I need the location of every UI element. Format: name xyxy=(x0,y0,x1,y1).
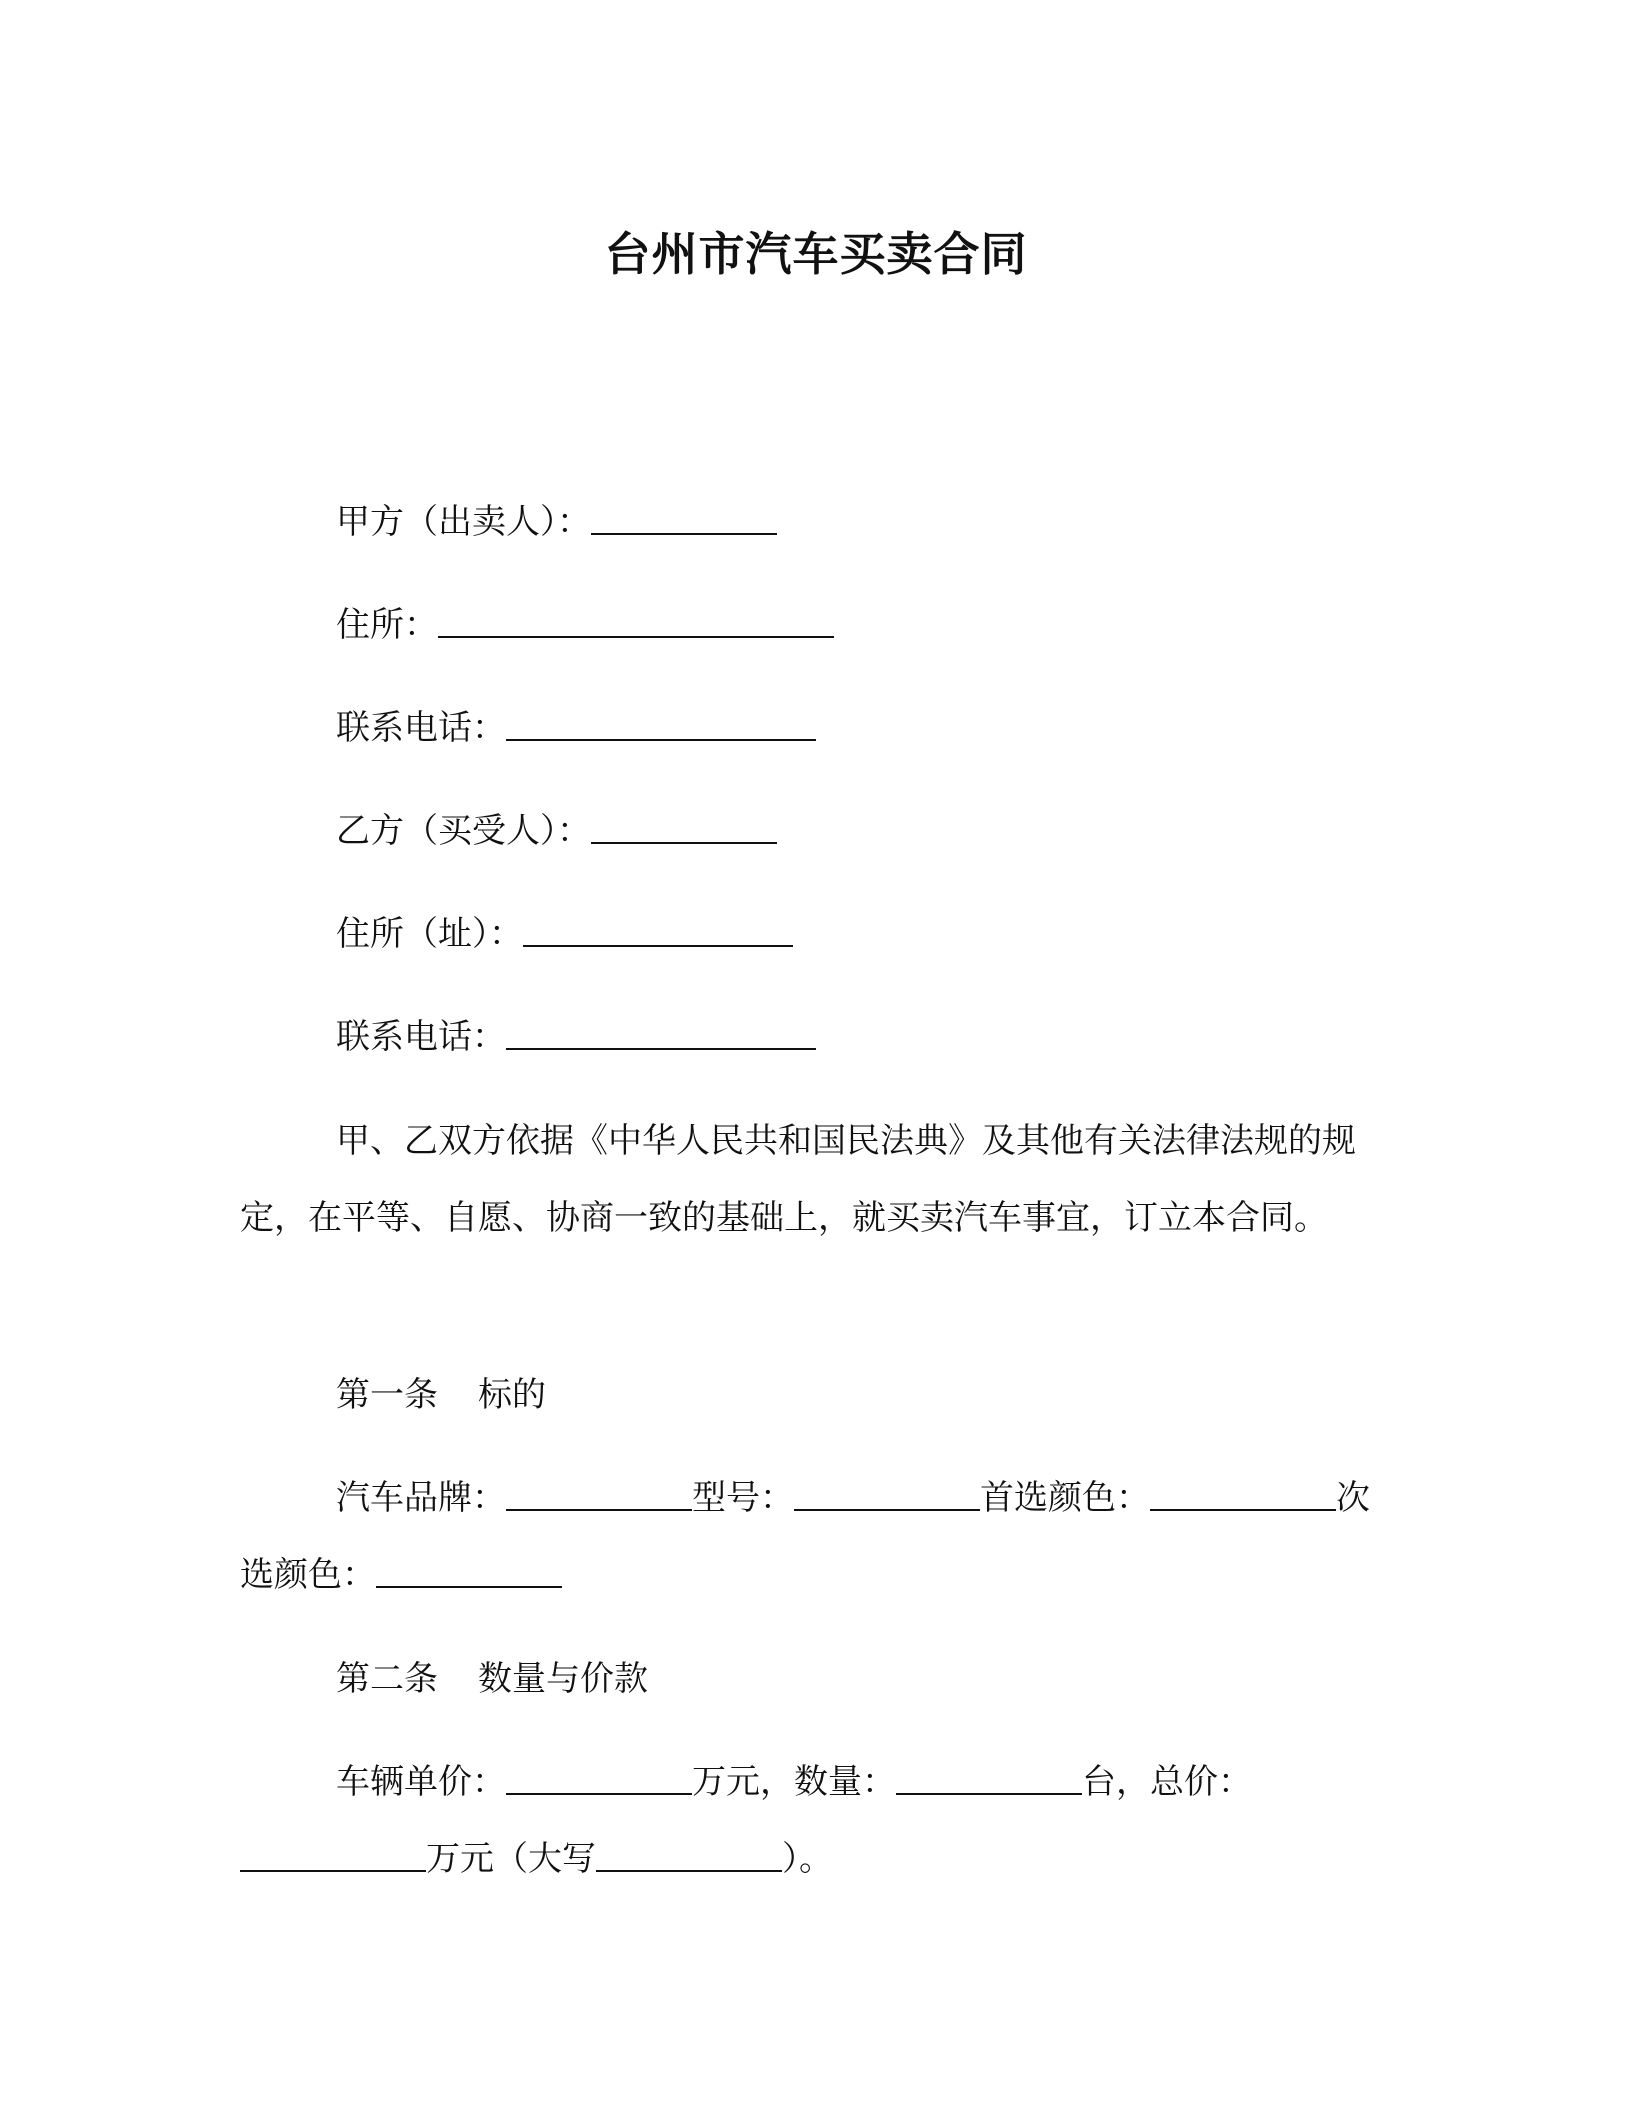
primary-color-label: 首选颜色： xyxy=(980,1478,1150,1518)
secondary-color-label: 次选颜色： xyxy=(240,1478,1370,1595)
unit-price-label: 车辆单价： xyxy=(336,1762,506,1802)
party-a-name-line xyxy=(336,497,777,547)
party-a-phone-label: 联系电话： xyxy=(336,708,506,748)
party-a-phone-line xyxy=(336,703,816,753)
article-2-fields xyxy=(240,1744,1400,1898)
unit-price-unit: 万元，数量： xyxy=(692,1762,896,1802)
article-1-fields xyxy=(240,1460,1400,1614)
article-1-number: 第一条 xyxy=(336,1375,438,1415)
model-label: 型号： xyxy=(692,1478,794,1518)
secondary-color-field[interactable] xyxy=(376,1550,562,1588)
party-b-address-label: 住所（址）： xyxy=(336,914,523,954)
brand-label: 汽车品牌： xyxy=(336,1478,506,1518)
party-a-address-field[interactable] xyxy=(438,600,834,638)
quantity-unit: 台，总价： xyxy=(1082,1762,1252,1802)
article-1-heading xyxy=(336,1370,546,1420)
total-capital-field[interactable] xyxy=(596,1834,782,1872)
party-a-phone-field[interactable] xyxy=(506,703,816,741)
primary-color-field[interactable] xyxy=(1150,1473,1336,1511)
party-b-name-label: 乙方（买受人）： xyxy=(336,811,591,851)
party-a-name-field[interactable] xyxy=(591,497,777,535)
preamble-paragraph: 甲、乙双方依据《中华人民共和国民法典》及其他有关法律法规的规定，在平等、自愿、协商一致的基础上，就买卖汽车事宜，订立本合同。 xyxy=(240,1121,1356,1238)
total-unit: 万元（大写 xyxy=(426,1839,596,1879)
party-b-phone-label: 联系电话： xyxy=(336,1017,506,1057)
party-b-address-line xyxy=(336,909,793,959)
party-a-name-label: 甲方（出卖人）： xyxy=(336,502,591,542)
party-a-address-label: 住所： xyxy=(336,605,438,645)
quantity-field[interactable] xyxy=(896,1757,1082,1795)
party-b-phone-line xyxy=(336,1012,816,1062)
article-2-heading xyxy=(336,1654,648,1704)
brand-field[interactable] xyxy=(506,1473,692,1511)
article-1-title: 标的 xyxy=(478,1375,546,1415)
party-b-address-field[interactable] xyxy=(523,909,793,947)
total-closing: ）。 xyxy=(782,1839,833,1879)
party-a-address-line xyxy=(336,600,834,650)
unit-price-field[interactable] xyxy=(506,1757,692,1795)
party-b-phone-field[interactable] xyxy=(506,1012,816,1050)
total-price-field[interactable] xyxy=(240,1834,426,1872)
article-2-number: 第二条 xyxy=(336,1659,438,1699)
contract-title: 台州市汽车买卖合同 xyxy=(604,227,1028,281)
party-b-name-line xyxy=(336,806,777,856)
article-2-title: 数量与价款 xyxy=(478,1659,648,1699)
party-b-name-field[interactable] xyxy=(591,806,777,844)
model-field[interactable] xyxy=(794,1473,980,1511)
